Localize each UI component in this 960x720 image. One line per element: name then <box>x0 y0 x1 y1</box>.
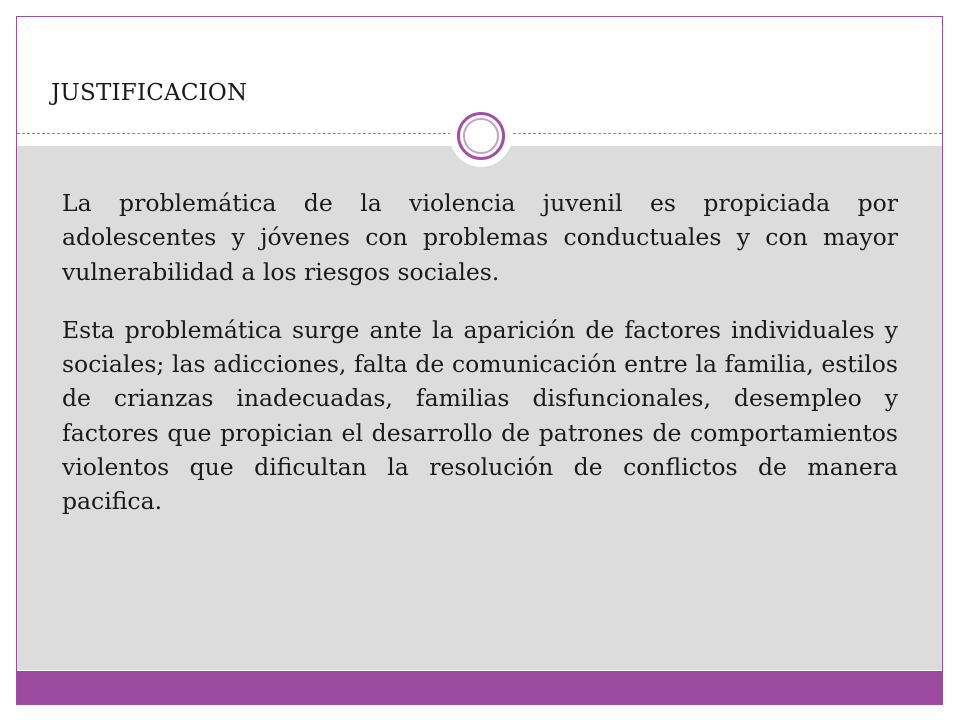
paragraph-1: La problemática de la violencia juvenil es propiciada por adolescentes y jóvenes con problemas conductuales y con mayor vulnerabilidad a los riesgos sociales. <box>62 189 898 286</box>
paragraph-2: Esta problemática surge ante la aparición de factores individuales y sociales; las adicciones, falta de comunicación entre la familia, estilos de crianzas inadecuadas, familias disfuncionales, desempleo y factores que propician el desarrollo de patrones de comportamientos violentos que dificultan la resolución de conflictos de manera pacifica. <box>62 315 898 516</box>
slide-title: JUSTIFICACION <box>51 80 248 106</box>
slide-frame <box>16 16 943 705</box>
